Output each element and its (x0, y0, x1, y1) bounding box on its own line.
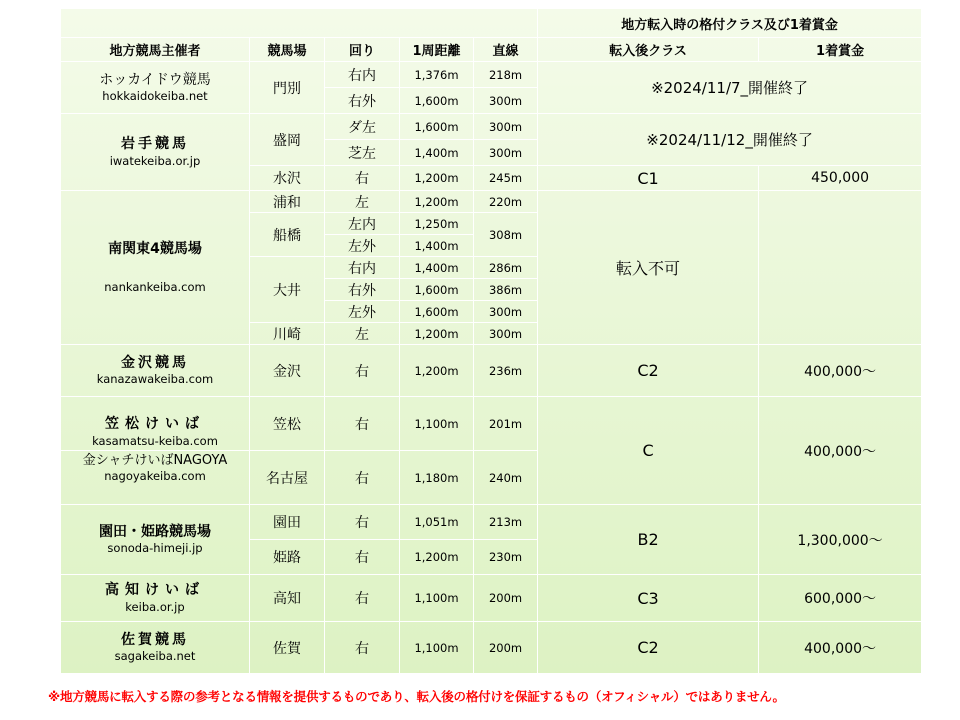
prize-cell: 400,000～ (759, 397, 922, 505)
track-cell: 盛岡 (250, 114, 325, 166)
distance-cell: 1,200m (400, 323, 474, 345)
table-row (61, 345, 922, 397)
straight-cell: 240m (474, 451, 538, 505)
direction-cell: 右外 (325, 88, 400, 114)
direction-cell: 右 (325, 345, 400, 397)
direction-cell: 右内 (325, 257, 400, 279)
class-cell: C3 (538, 575, 759, 622)
track-cell: 名古屋 (250, 451, 325, 505)
track-cell: 浦和 (250, 191, 325, 213)
direction-cell: 右 (325, 505, 400, 540)
distance-cell: 1,200m (400, 540, 474, 575)
prize-cell: 400,000～ (759, 345, 922, 397)
closure-note: ※2024/11/12_開催終了 (538, 114, 922, 166)
prize-cell: 450,000 (759, 166, 922, 191)
organizer-url: sagakeiba.net (114, 649, 196, 664)
track-cell: 園田 (250, 505, 325, 540)
distance-cell: 1,600m (400, 114, 474, 140)
distance-cell: 1,600m (400, 279, 474, 301)
straight-cell: 245m (474, 166, 538, 191)
track-cell: 門別 (250, 62, 325, 114)
header-row-2 (61, 38, 922, 62)
distance-cell: 1,400m (400, 140, 474, 166)
organizer-url: hokkaidokeiba.net (102, 89, 208, 104)
header-empty-cell (61, 9, 538, 38)
distance-cell: 1,051m (400, 505, 474, 540)
direction-cell: 左外 (325, 235, 400, 257)
organizer-url: iwatekeiba.or.jp (109, 153, 201, 168)
track-cell: 船橋 (250, 213, 325, 257)
track-cell: 金沢 (250, 345, 325, 397)
class-cell: C2 (538, 622, 759, 674)
direction-cell: 左 (325, 323, 400, 345)
table-row (61, 575, 922, 622)
straight-cell: 286m (474, 257, 538, 279)
organizer-cell-hyogo (61, 505, 250, 575)
organizer-name: 佐賀競馬 (121, 631, 189, 648)
direction-cell: 右 (325, 166, 400, 191)
track-cell: 高知 (250, 575, 325, 622)
prize-cell: 400,000～ (759, 622, 922, 674)
racecourse-table (60, 8, 922, 674)
distance-cell: 1,100m (400, 622, 474, 674)
organizer-url: kanazawakeiba.com (96, 372, 214, 387)
organizer-url: nagoyakeiba.com (104, 469, 206, 484)
straight-cell: 213m (474, 505, 538, 540)
track-cell: 水沢 (250, 166, 325, 191)
distance-cell: 1,200m (400, 191, 474, 213)
straight-cell: 300m (474, 301, 538, 323)
track-cell: 佐賀 (250, 622, 325, 674)
organizer-cell-kochi (61, 575, 250, 622)
direction-cell: 右 (325, 540, 400, 575)
straight-cell: 300m (474, 323, 538, 345)
distance-cell: 1,400m (400, 257, 474, 279)
class-cell: 転入不可 (538, 191, 759, 345)
straight-cell: 218m (474, 62, 538, 88)
class-cell: C1 (538, 166, 759, 191)
straight-cell: 300m (474, 114, 538, 140)
organizer-url: keiba.or.jp (125, 599, 185, 614)
table-container (60, 8, 921, 674)
table-row (61, 505, 922, 540)
direction-cell: 左外 (325, 301, 400, 323)
organizer-cell-iwate (61, 114, 250, 191)
header-row-1 (61, 9, 922, 38)
organizer-cell-kanazawa (61, 345, 250, 397)
closure-note: ※2024/11/7_開催終了 (538, 62, 922, 114)
distance-cell: 1,376m (400, 62, 474, 88)
col-header-direction: 回り (325, 38, 400, 62)
col-header-prize: 1着賞金 (759, 38, 922, 62)
class-cell: C (538, 397, 759, 505)
distance-cell: 1,100m (400, 397, 474, 451)
class-cell: C2 (538, 345, 759, 397)
organizer-name: ホッカイドウ競馬 (99, 71, 211, 88)
straight-cell: 201m (474, 397, 538, 451)
track-cell: 川崎 (250, 323, 325, 345)
straight-cell: 220m (474, 191, 538, 213)
col-header-organizer: 地方競馬主催者 (61, 38, 250, 62)
direction-cell: 右 (325, 622, 400, 674)
distance-cell: 1,200m (400, 345, 474, 397)
organizer-url: nankankeiba.com (104, 280, 206, 295)
track-cell: 姫路 (250, 540, 325, 575)
class-cell: B2 (538, 505, 759, 575)
col-header-straight: 直線 (474, 38, 538, 62)
direction-cell: 左 (325, 191, 400, 213)
table-row (61, 397, 922, 451)
organizer-url: kasamatsu-keiba.com (92, 433, 218, 448)
straight-cell: 200m (474, 622, 538, 674)
table-row (61, 622, 922, 674)
distance-cell: 1,600m (400, 301, 474, 323)
straight-cell: 300m (474, 140, 538, 166)
organizer-name: 高知けいば (105, 582, 205, 599)
direction-cell: 左内 (325, 213, 400, 235)
track-cell: 笠松 (250, 397, 325, 451)
organizer-name: 岩手競馬 (121, 136, 189, 153)
col-header-class: 転入後クラス (538, 38, 759, 62)
track-cell: 大井 (250, 257, 325, 323)
direction-cell: 右内 (325, 62, 400, 88)
distance-cell: 1,250m (400, 213, 474, 235)
straight-cell: 386m (474, 279, 538, 301)
direction-cell: 右外 (325, 279, 400, 301)
organizer-name: 笠松けいば (105, 416, 205, 433)
distance-cell: 1,400m (400, 235, 474, 257)
prize-cell-empty (759, 191, 922, 345)
straight-cell: 200m (474, 575, 538, 622)
table-row (61, 62, 922, 88)
direction-cell: 芝左 (325, 140, 400, 166)
direction-cell: ダ左 (325, 114, 400, 140)
organizer-cell-nagoya (61, 451, 250, 505)
organizer-name: 金シャチけいばNAGOYA (82, 453, 228, 468)
organizer-name: 南関東4競馬場 (108, 240, 202, 257)
disclaimer-note: ※地方競馬に転入する際の参考となる情報を提供するものであり、転入後の格付けを保証するもの（オフィシャル）ではありません。 (48, 689, 785, 704)
table-row (61, 114, 922, 140)
table-row (61, 191, 922, 213)
organizer-cell-hokkaido (61, 62, 250, 114)
prize-cell: 600,000～ (759, 575, 922, 622)
straight-cell: 308m (474, 213, 538, 257)
organizer-cell-saga (61, 622, 250, 674)
direction-cell: 右 (325, 575, 400, 622)
distance-cell: 1,600m (400, 88, 474, 114)
direction-cell: 右 (325, 451, 400, 505)
col-header-distance: 1周距離 (400, 38, 474, 62)
distance-cell: 1,100m (400, 575, 474, 622)
straight-cell: 230m (474, 540, 538, 575)
prize-cell: 1,300,000～ (759, 505, 922, 575)
distance-cell: 1,200m (400, 166, 474, 191)
direction-cell: 右 (325, 397, 400, 451)
col-header-track: 競馬場 (250, 38, 325, 62)
straight-cell: 236m (474, 345, 538, 397)
straight-cell: 300m (474, 88, 538, 114)
organizer-cell-minami-kanto (61, 191, 250, 345)
organizer-cell-kasamatsu (61, 397, 250, 451)
distance-cell: 1,180m (400, 451, 474, 505)
organizer-url: sonoda-himeji.jp (107, 541, 203, 556)
organizer-name: 園田・姫路競馬場 (99, 523, 211, 540)
organizer-name: 金沢競馬 (121, 354, 189, 371)
header-group-title: 地方転入時の格付クラス及び1着賞金 (538, 9, 922, 38)
